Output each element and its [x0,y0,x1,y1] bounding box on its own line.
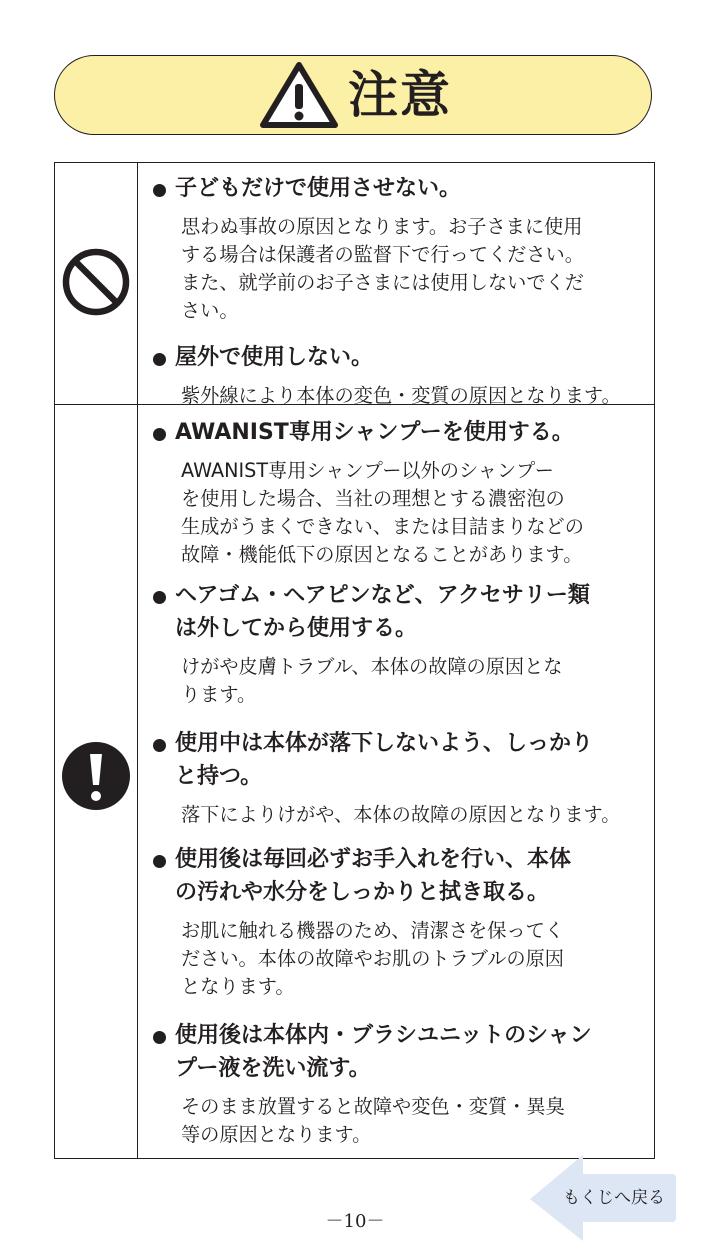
caution-table [54,162,655,1159]
prohibited-icon [61,247,131,317]
mandatory-items [153,416,640,1149]
caution-body-line: お肌に触れる機器のため、清潔さを保ってく [181,919,564,942]
caution-body [153,801,640,829]
caution-body [153,1093,640,1149]
caution-body-line: けがや皮膚トラブル、本体の故障の原因とな [181,655,563,678]
caution-item [153,1019,640,1149]
caution-heading-line: 使用後は毎回必ずお手入れを行い、本体 [175,847,572,872]
caution-body-line: ださい。本体の故障やお肌のトラブルの原因 [181,947,564,970]
caution-body-line: また、就学前のお子さまには使用しないでくだ [181,271,584,294]
back-to-contents-button[interactable] [530,1155,678,1241]
warning-triangle-icon [260,62,338,128]
column-divider [137,163,138,1158]
caution-heading-line: の汚れや水分をしっかりと拭き取る。 [175,880,550,905]
caution-body-line: さい。 [181,299,239,322]
caution-heading-line: プー液を洗い流す。 [175,1056,371,1081]
caution-heading [153,416,640,449]
caution-heading-line: 屋外で使用しない。 [175,345,374,370]
caution-heading [153,172,640,205]
exclamation-icon [61,741,131,811]
caution-body-line: 思わぬ事故の原因となります。お子さまに使用 [181,215,583,238]
caution-heading [153,341,640,374]
caution-item [153,416,640,569]
caution-body [153,382,640,410]
caution-heading [153,579,640,645]
prohibited-items [153,172,640,410]
caution-heading-line: 子どもだけで使用させない。 [175,176,462,201]
caution-body [153,457,640,569]
caution-heading [153,1019,640,1085]
caution-body-line: AWANIST専用シャンプー以外のシャンプー [181,459,554,482]
caution-body-line: 等の原因となります。 [181,1123,372,1146]
caution-heading-line: 使用中は本体が落下しないよう、しっかり [175,731,594,756]
caution-item [153,579,640,709]
caution-heading-line: ヘアゴム・ヘアピンなど、アクセサリー類 [175,583,590,608]
caution-body-line: する場合は保護者の監督下で行ってください。 [181,243,584,266]
caution-heading-line: は外してから使用する。 [175,616,418,641]
caution-body-line: 故障・機能低下の原因となることがあります。 [181,543,583,566]
caution-heading-line: AWANIST専用シャンプーを使用する。 [175,420,574,445]
caution-body-line: そのまま放置すると故障や変色・変質・異臭 [181,1095,565,1118]
caution-item [153,843,640,1001]
page-number: －10－ [325,1211,385,1232]
caution-heading [153,727,640,793]
caution-body-line: を使用した場合、当社の理想とする濃密泡の [181,487,565,510]
caution-body [153,653,640,709]
caution-body-line: 生成がうまくできない、または目詰まりなどの [181,515,584,538]
caution-body [153,213,640,325]
caution-body [153,917,640,1001]
caution-heading-line: 使用後は本体内・ブラシユニットのシャン [175,1023,592,1048]
caution-item [153,172,640,325]
caution-item [153,341,640,410]
caution-banner [54,55,652,135]
caution-body-line: ります。 [181,683,257,706]
banner-title: 注意 [348,66,452,124]
caution-heading [153,843,640,909]
caution-body-line: 落下によりけがや、本体の故障の原因となります。 [181,803,621,826]
back-to-contents-label: もくじへ戻る [563,1188,665,1208]
caution-body-line: となります。 [181,975,295,998]
caution-item [153,727,640,829]
caution-body-line: 紫外線により本体の変色・変質の原因となります。 [181,384,621,407]
caution-heading-line: と持つ。 [175,764,263,789]
